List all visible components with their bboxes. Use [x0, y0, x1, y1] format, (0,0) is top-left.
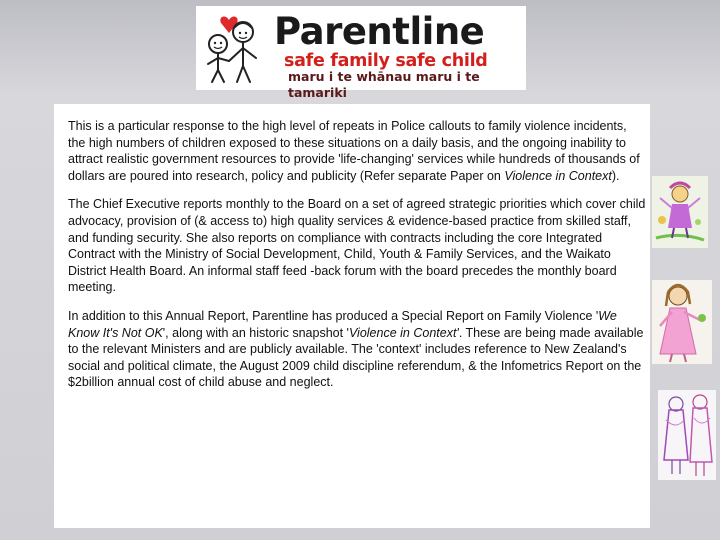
paragraph-response-text: This is a particular response to the high level of repeats in Police callouts to family violence incidents, the high numbers of children exposed to these situations on a daily basis, and the ongoing inability to attract realistic government resources to provide 'life-changing' services while hundreds of thousands of dollars are poured into research, policy and publicity (Refer separate Paper on	[68, 119, 640, 183]
paragraph-annual-report	[68, 308, 646, 391]
paragraph-annual-report-end: . These are being made available to the relevant Ministers and are publicly available. The 'context' includes reference to New Zealand's social and political climate, the August 2009 child discipline referendum, & the Infometrics Report on the $2billion annual cost of child abuse and neglect.	[68, 325, 644, 390]
logo-maori-tagline: maru i te whānau maru i te tamariki	[288, 69, 480, 100]
logo-title: Parentline	[274, 10, 485, 53]
child-drawing-figure-icon	[652, 176, 708, 248]
paragraph-response	[68, 118, 646, 184]
violence-in-context-title: Violence in Context	[504, 168, 612, 183]
parentline-logo	[196, 6, 526, 100]
child-drawing-girl-icon	[652, 280, 712, 364]
content-panel	[54, 104, 650, 528]
paragraph-annual-report-mid: ', along with an historic snapshot '	[162, 325, 349, 340]
we-know-its-not-ok-title: We Know It's Not OK	[68, 308, 617, 340]
paragraph-response-end: ).	[611, 168, 620, 183]
paragraph-annual-report-text: In addition to this Annual Report, Parentline has produced a Special Report on Family Violence '	[68, 308, 599, 323]
paragraph-chief-executive: The Chief Executive reports monthly to the Board on a set of agreed strategic priorities which cover child advocacy, provision of (& access to) high quality services & evidence-based practice from skilled staff, and funding security. She also reports on compliance with contracts including the core Integrated Contract with the Ministry of Social Development, Child, Youth & Family Services, and the Waikato District Health Board. An informal staff feed -back forum with the board precedes the monthly board meeting.	[68, 197, 646, 295]
violence-in-context-title-2: Violence in Context'	[348, 325, 459, 340]
logo-tagline: safe family safe child	[284, 51, 488, 71]
child-drawing-two-figures-icon	[658, 390, 716, 480]
body-text	[68, 118, 646, 403]
